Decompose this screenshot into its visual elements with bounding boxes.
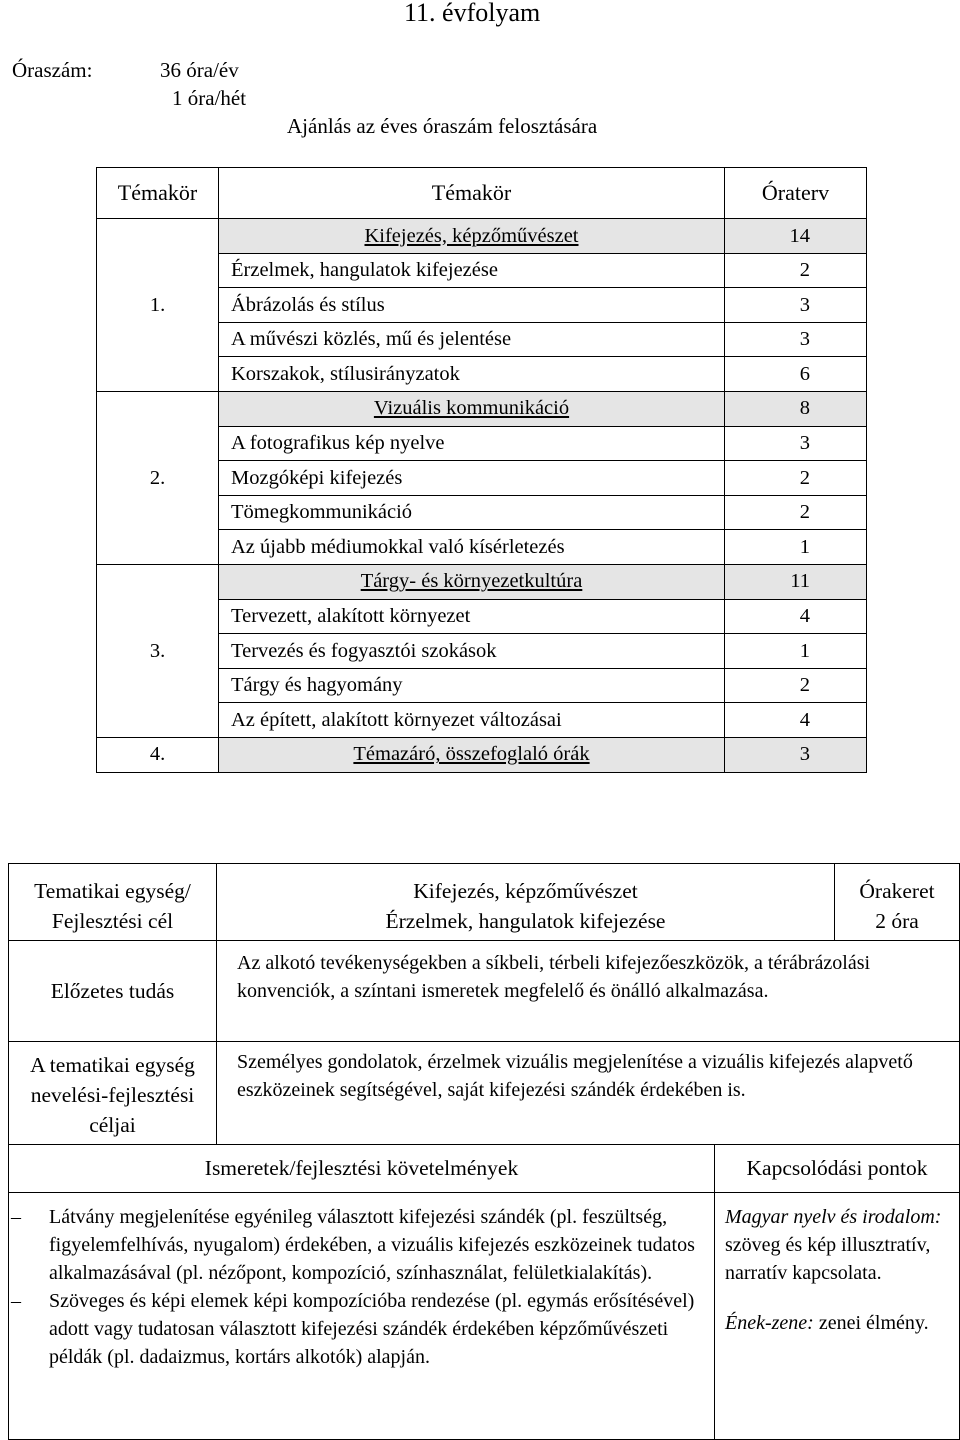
distribution-subtitle: Ajánlás az éves óraszám felosztására bbox=[287, 114, 598, 138]
topic-hours: 3 bbox=[725, 288, 867, 323]
main-topic-title: Tárgy- és környezetkultúra bbox=[219, 564, 725, 599]
requirement-item bbox=[11, 1203, 706, 1287]
connection-subject: Ének-zene: bbox=[725, 1311, 814, 1334]
requirements-header: Ismeretek/fejlesztési követelmények bbox=[9, 1145, 715, 1192]
time-frame-cell bbox=[835, 864, 960, 941]
topic-hours: 11 bbox=[725, 564, 867, 599]
column-header-hours: Óraterv bbox=[725, 168, 867, 219]
requirement-item bbox=[11, 1287, 706, 1371]
time-frame-label: Órakeret bbox=[859, 879, 935, 903]
topic-hours: 4 bbox=[725, 703, 867, 738]
column-header-topic: Témakör bbox=[219, 168, 725, 219]
topic-hours: 2 bbox=[725, 495, 867, 530]
unit-title-row bbox=[9, 864, 960, 941]
requirements-header-row bbox=[9, 1145, 960, 1192]
unit-title-cell bbox=[217, 864, 835, 941]
hours-plan-body bbox=[97, 219, 867, 773]
connection-text: zenei élmény. bbox=[813, 1311, 929, 1334]
connections-cell bbox=[715, 1192, 960, 1439]
table-row bbox=[97, 564, 867, 599]
table-header-row bbox=[97, 168, 867, 219]
topic-hours: 4 bbox=[725, 599, 867, 634]
requirement-text: Látvány megjelenítése egyénileg választott kifejezési szándék (pl. feszültség, figyelemfelhívás, nyugalom) érdekében, a vizuális kifejezés eszközeinek tudatos alkalmazásával (pl. nézőpont, kompozíció, színhasználat, felületkialakítás). bbox=[49, 1205, 695, 1284]
topic-number: 3. bbox=[97, 564, 219, 737]
subtopic-title: Tömegkommunikáció bbox=[219, 495, 725, 530]
subtopic-title: Mozgóképi kifejezés bbox=[219, 461, 725, 496]
topic-hours: 3 bbox=[725, 322, 867, 357]
prior-knowledge-text: Az alkotó tevékenységekben a síkbeli, térbeli kifejezőeszközök, a térábrázolási konvenciók, a színtani ismeretek megfelelő és önálló alkalmazása. bbox=[217, 941, 960, 1042]
subtopic-title: Az épített, alakított környezet változásai bbox=[219, 703, 725, 738]
prior-knowledge-row bbox=[9, 941, 960, 1042]
table-row bbox=[97, 219, 867, 254]
topic-hours: 2 bbox=[725, 461, 867, 496]
unit-title-line2: Érzelmek, hangulatok kifejezése bbox=[385, 909, 666, 934]
main-topic-title: Kifejezés, képzőművészet bbox=[219, 219, 725, 254]
subtopic-title: A fotografikus kép nyelve bbox=[219, 426, 725, 461]
goals-label: A tematikai egység nevelési-fejlesztési céljai bbox=[9, 1042, 217, 1145]
connection-item bbox=[725, 1309, 951, 1337]
requirements-row bbox=[9, 1192, 960, 1439]
goals-row bbox=[9, 1042, 960, 1145]
topic-hours: 1 bbox=[725, 634, 867, 669]
time-frame-value: 2 óra bbox=[875, 909, 919, 934]
topic-hours: 6 bbox=[725, 357, 867, 392]
topic-number: 4. bbox=[97, 737, 219, 772]
topic-hours: 2 bbox=[725, 253, 867, 288]
connection-text: szöveg és kép illusztratív, narratív kapcsolata. bbox=[725, 1233, 931, 1284]
goals-text: Személyes gondolatok, érzelmek vizuális megjelenítése a vizuális kifejezés alapvető eszközeinek segítségével, saját kifejezési szándék érdekében is. bbox=[217, 1042, 960, 1145]
unit-label-line1: Tematikai egység/ bbox=[34, 879, 191, 903]
prior-knowledge-label: Előzetes tudás bbox=[9, 941, 217, 1042]
topic-number: 1. bbox=[97, 219, 219, 392]
hours-label: Óraszám: bbox=[12, 58, 93, 82]
connections-header: Kapcsolódási pontok bbox=[715, 1145, 960, 1192]
table-row bbox=[97, 391, 867, 426]
main-topic-title: Vizuális kommunikáció bbox=[219, 391, 725, 426]
thematic-unit-table bbox=[8, 863, 960, 1440]
main-topic-title: Témazáró, összefoglaló órák bbox=[219, 737, 725, 772]
subtopic-title: A művészi közlés, mű és jelentése bbox=[219, 322, 725, 357]
topic-hours: 2 bbox=[725, 668, 867, 703]
subtopic-title: Ábrázolás és stílus bbox=[219, 288, 725, 323]
subtopic-title: Korszakok, stílusirányzatok bbox=[219, 357, 725, 392]
topic-hours: 3 bbox=[725, 426, 867, 461]
topic-hours: 1 bbox=[725, 530, 867, 565]
requirements-cell bbox=[9, 1192, 715, 1439]
requirement-text: Szöveges és képi elemek képi kompozícióba rendezése (pl. egymás erősítésével) adott vagy tudatosan választott kifejezési szándék érdekében képzőművészeti példák (pl. dadaizmus, kortárs alkotók) alapján. bbox=[49, 1289, 695, 1368]
topic-hours: 14 bbox=[725, 219, 867, 254]
subtopic-title: Tárgy és hagyomány bbox=[219, 668, 725, 703]
topic-number: 2. bbox=[97, 391, 219, 564]
hours-per-week: 1 óra/hét bbox=[172, 86, 247, 110]
topic-hours: 8 bbox=[725, 391, 867, 426]
column-header-topic-number: Témakör bbox=[97, 168, 219, 219]
unit-title-line1: Kifejezés, képzőművészet bbox=[413, 879, 638, 903]
connection-item bbox=[725, 1203, 951, 1287]
hours-plan-table bbox=[96, 167, 867, 773]
unit-label-cell bbox=[9, 864, 217, 941]
subtopic-title: Tervezett, alakított környezet bbox=[219, 599, 725, 634]
subtopic-title: Tervezés és fogyasztói szokások bbox=[219, 634, 725, 669]
requirements-list bbox=[9, 1203, 706, 1371]
unit-label-line2: Fejlesztési cél bbox=[51, 909, 174, 934]
dash-bullet: – bbox=[11, 1289, 21, 1312]
topic-hours: 3 bbox=[725, 737, 867, 772]
dash-bullet: – bbox=[11, 1205, 21, 1228]
subtopic-title: Érzelmek, hangulatok kifejezése bbox=[219, 253, 725, 288]
subtopic-title: Az újabb médiumokkal való kísérletezés bbox=[219, 530, 725, 565]
connection-subject: Magyar nyelv és irodalom: bbox=[725, 1205, 942, 1228]
hours-per-year: 36 óra/év bbox=[160, 58, 239, 82]
grade-heading: 11. évfolyam bbox=[404, 0, 541, 27]
table-row bbox=[97, 737, 867, 772]
